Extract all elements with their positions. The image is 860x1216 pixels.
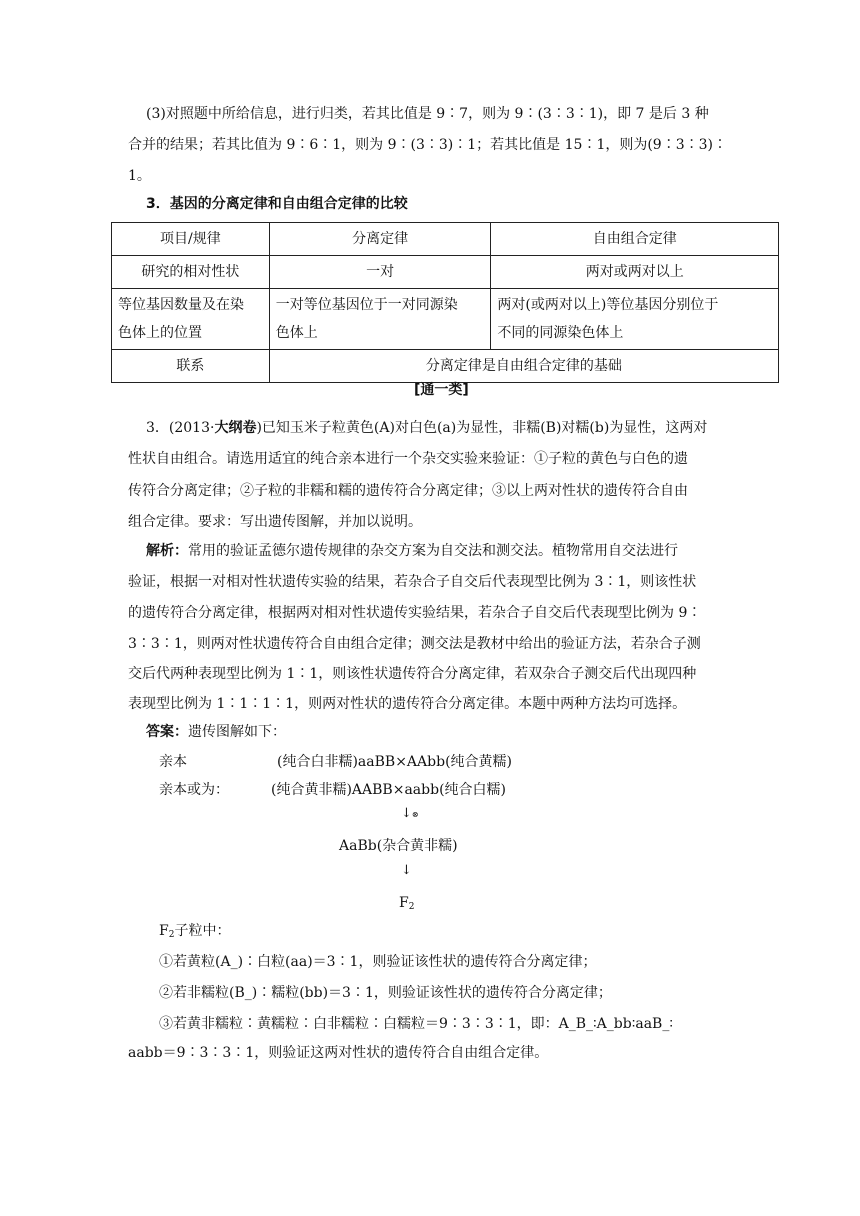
analysis-line4: 3∶3∶1，则两对性状遗传符合自由组合定律；测交法是教材中给出的验证方法，若杂合子测 (128, 636, 701, 652)
table-cell: 研究的相对性状 (112, 256, 270, 289)
parent-cross-1: (纯合白非糯)aaBB×AAbb(纯合黄糯) (277, 754, 512, 770)
f2-base: F (399, 895, 409, 911)
answer-intro: 遗传图解如下： (188, 724, 286, 740)
f2-intro-subscript: 2 (168, 930, 175, 940)
analysis-line2: 验证，根据一对相对性状遗传实验的结果，若杂合子自交后代表现型比例为 3∶1，则该性状 (128, 574, 697, 590)
parent-cross-2: (纯合黄非糯)AABB×aabb(纯合白糯) (271, 782, 506, 798)
parent-label-1: 亲本 (159, 754, 187, 770)
table-header-cell: 自由组合定律 (491, 223, 779, 256)
table-cell: 联系 (112, 350, 270, 383)
table-header-cell: 分离定律 (269, 223, 491, 256)
question-line4: 组合定律。要求：写出遗传图解，并加以说明。 (128, 514, 422, 530)
conclusion-1: ①若黄粒(A_)∶白粒(aa)＝3∶1，则验证该性状的遗传符合分离定律； (159, 954, 597, 970)
cell-text: 等位基因数量及在染 (118, 297, 244, 313)
table-cell: 分离定律是自由组合定律的基础 (269, 350, 778, 383)
analysis-line5: 交后代两种表现型比例为 1∶1，则该性状遗传符合分离定律，若双杂合子测交后代出现四种 (128, 666, 697, 682)
conclusion-3b: aabb＝9∶3∶3∶1，则验证这两对性状的遗传符合自由组合定律。 (128, 1045, 549, 1061)
cell-text: 一对等位基因位于一对同源染 (275, 297, 458, 313)
table-row (112, 350, 779, 383)
conclusion-3a: ③若黄非糯粒∶黄糯粒∶白非糯粒∶白糯粒＝9∶3∶3∶1，即：A_B_∶A_bb∶aaB_∶ (159, 1016, 673, 1032)
question-line2: 性状自由组合。请选用适宜的纯合亲本进行一个杂交实验来验证：①子粒的黄色与白色的遗 (128, 451, 688, 467)
down-arrow-icon: ↓⊗ (401, 806, 419, 821)
cell-text: 两对(或两对以上)等位基因分别位于 (497, 297, 719, 313)
table-cell: 两对或两对以上 (491, 256, 779, 289)
para1-line3: 1。 (128, 168, 151, 184)
comparison-table (111, 222, 779, 383)
para1-line1: (3)对照题中所给信息，进行归类，若其比值是 9∶7，则为 9∶(3∶3∶1)，即 7 是后 3 种 (146, 106, 709, 122)
answer-label: 答案： (146, 724, 188, 740)
cell-text: 不同的同源染色体上 (497, 325, 624, 341)
self-cross-symbol: ⊗ (411, 810, 419, 819)
table-cell (491, 289, 779, 350)
answer-line (146, 722, 286, 742)
analysis-line1 (146, 541, 678, 561)
table-row (112, 256, 779, 289)
down-arrow-icon: ↓ (401, 863, 412, 878)
analysis-text: 常用的验证孟德尔遗传规律的杂交方案为自交法和测交法。植物常用自交法进行 (188, 543, 678, 559)
question-text: )已知玉米子粒黄色(A)对白色(a)为显性，非糯(B)对糯(b)为显性，这两对 (256, 420, 708, 436)
conclusion-2: ②若非糯粒(B_)∶糯粒(bb)＝3∶1，则验证该性状的遗传符合分离定律； (159, 985, 612, 1001)
question-number: 3．(2013· (146, 420, 215, 436)
f2-intro (159, 921, 230, 945)
f2-intro-base: F (159, 923, 169, 939)
analysis-line3: 的遗传符合分离定律，根据两对相对性状遗传实验结果，若杂合子自交后代表现型比例为 9∶ (128, 605, 702, 621)
table-cell (112, 289, 270, 350)
analysis-label: 解析： (146, 543, 188, 559)
f1-genotype: AaBb(杂合黄非糯) (339, 838, 458, 854)
table-cell: 一对 (269, 256, 491, 289)
f2-subscript: 2 (408, 902, 415, 912)
f2-intro-text: 子粒中： (174, 923, 231, 939)
table-cell (269, 289, 491, 350)
para1-line2: 合并的结果；若其比值为 9∶6∶1，则为 9∶(3∶3)∶1；若其比值是 15∶1，则为(9∶3∶3)∶ (128, 137, 727, 153)
table-header-cell: 项目/规律 (112, 223, 270, 256)
f2-label (399, 893, 414, 917)
section-heading: 3．基因的分离定律和自由组合定律的比较 (146, 196, 408, 212)
section-tag: [通一类] (414, 382, 469, 398)
question-line3: 传符合分离定律；②子粒的非糯和糯的遗传符合分离定律；③以上两对性状的遗传符合自由 (128, 483, 688, 499)
table-row (112, 289, 779, 350)
question-line1 (146, 418, 707, 438)
cell-text: 色体上 (275, 325, 318, 341)
table-header-row (112, 223, 779, 256)
question-source: 大纲卷 (214, 420, 257, 436)
analysis-line6: 表现型比例为 1∶1∶1∶1，则两对性状的遗传符合分离定律。本题中两种方法均可选择。 (128, 696, 687, 712)
cell-text: 色体上的位置 (118, 325, 202, 341)
parent-label-2: 亲本或为： (159, 782, 229, 798)
